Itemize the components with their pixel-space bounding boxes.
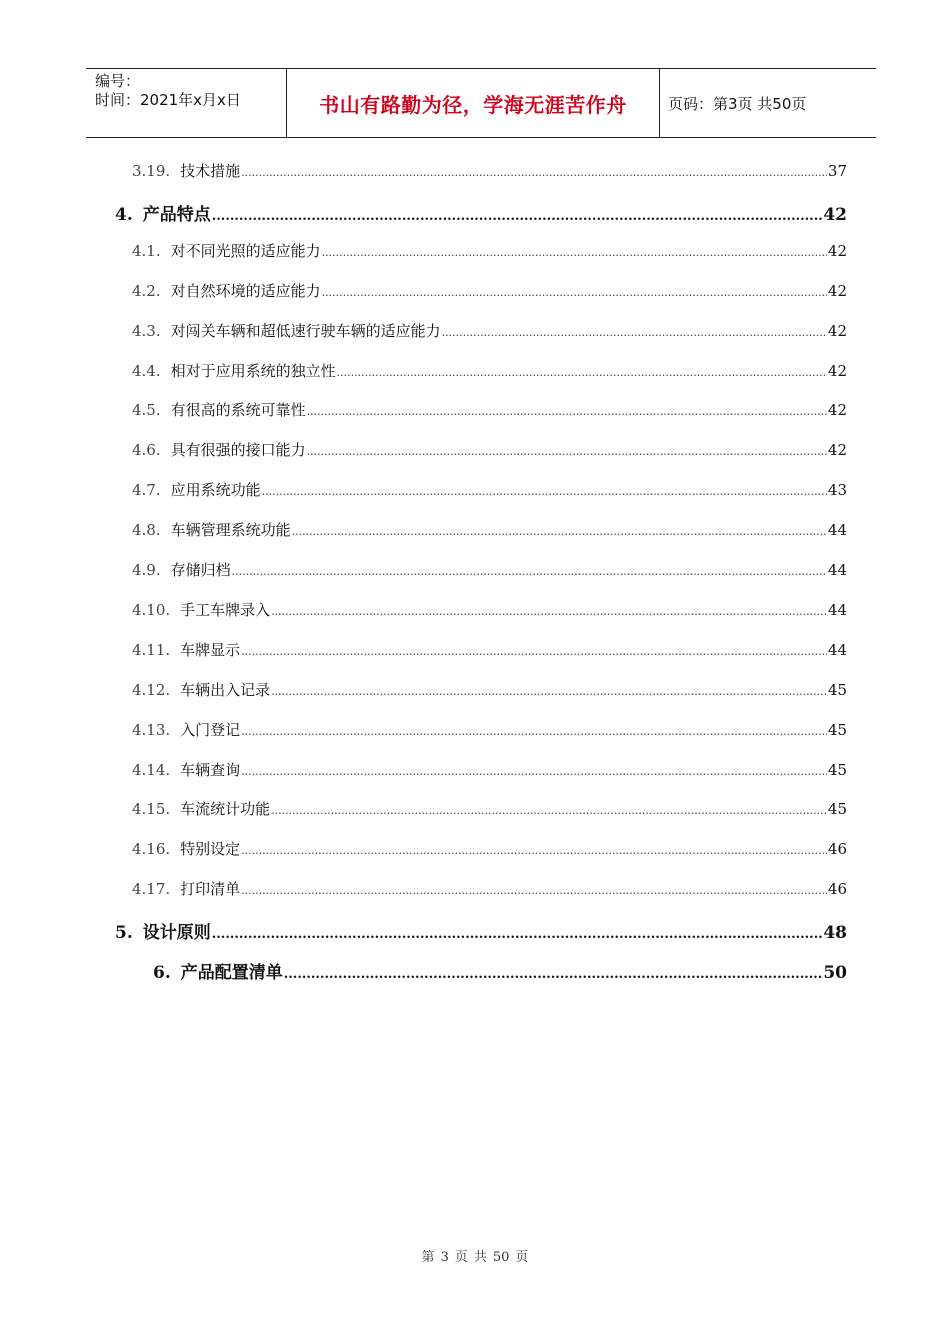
toc-entry-line — [132, 719, 847, 740]
footer-page-current: 3 — [440, 1250, 449, 1265]
toc-entry-page: 45 — [827, 760, 847, 779]
toc-entry[interactable] — [0, 918, 950, 942]
toc-entry-number: 4.7. — [132, 481, 161, 500]
toc-leader-dots — [271, 685, 827, 698]
toc-entry-title: 具有很强的接口能力 — [170, 441, 306, 460]
toc-entry-page: 42 — [827, 361, 847, 380]
toc-entry-line — [132, 599, 847, 620]
toc-entry-title: 打印清单 — [180, 880, 241, 899]
toc-leader-dots — [271, 804, 827, 817]
toc-entry-title: 车辆管理系统功能 — [170, 521, 291, 540]
toc-entry-page: 44 — [827, 561, 847, 579]
toc-entry-line — [132, 878, 847, 899]
toc-entry[interactable] — [0, 360, 950, 384]
toc-leader-dots — [241, 844, 827, 857]
page-footer — [0, 1246, 950, 1265]
toc-leader-dots — [262, 485, 827, 498]
toc-entry-page: 46 — [827, 840, 847, 859]
toc-entry-number: 4.13. — [132, 720, 171, 739]
toc-entry-line — [132, 240, 847, 261]
toc-entry-line — [132, 519, 847, 540]
toc-entry-page: 44 — [827, 521, 847, 540]
toc-entry[interactable] — [0, 878, 950, 902]
toc-entry-line — [132, 798, 847, 819]
toc-entry-title: 对闯关车辆和超低速行驶车辆的适应能力 — [170, 321, 441, 340]
toc-entry-page: 46 — [827, 880, 847, 899]
toc-entry-number: 4.10. — [132, 600, 171, 619]
footer-page-total-prefix: 共 — [473, 1250, 487, 1265]
toc-entry-title: 存储归档 — [170, 561, 231, 579]
toc-entry-title: 设计原则 — [142, 923, 211, 944]
toc-entry-title: 手工车牌录入 — [180, 600, 271, 619]
toc-entry-number: 3.19. — [132, 162, 171, 180]
toc-entry-number: 4.6. — [132, 441, 161, 460]
footer-page-mid: 页 — [454, 1250, 468, 1265]
header-meta — [86, 69, 287, 137]
toc-leader-dots — [241, 725, 827, 738]
toc-entry-title: 产品配置清单 — [180, 963, 283, 983]
toc-entry-number: 4.9. — [132, 561, 161, 579]
toc-entry-title: 产品特点 — [142, 204, 211, 225]
header-page-info: 页码：第3页 共50页 — [668, 94, 807, 113]
toc-entry[interactable] — [0, 240, 950, 264]
header-time-label: 时间：2021年x月x日 — [95, 91, 241, 109]
toc-entry-number: 4.17. — [132, 880, 171, 899]
toc-leader-dots — [212, 927, 823, 942]
toc-entry[interactable] — [0, 679, 950, 703]
toc-entry-number: 4.15. — [132, 800, 171, 819]
toc-entry-line — [153, 958, 847, 983]
toc-entry-page: 43 — [827, 481, 847, 500]
toc-entry-number: 4. — [115, 204, 133, 225]
toc-entry-number: 6. — [153, 963, 171, 983]
toc-entry-page: 42 — [823, 204, 847, 225]
toc-entry-line — [132, 160, 847, 181]
toc-entry-number: 4.3. — [132, 321, 161, 340]
toc-entry-page: 45 — [827, 720, 847, 739]
toc-leader-dots — [232, 565, 827, 578]
toc-entry-page: 45 — [827, 800, 847, 819]
toc-leader-dots — [241, 884, 827, 897]
toc-leader-dots — [307, 405, 827, 418]
toc-entry-line — [132, 320, 847, 341]
toc-entry-title: 应用系统功能 — [170, 481, 261, 500]
toc-entry-page: 45 — [827, 680, 847, 699]
toc-entry-number: 4.1. — [132, 241, 161, 260]
toc-entry-line — [132, 280, 847, 301]
toc-entry-line — [132, 679, 847, 700]
toc-entry-number: 4.8. — [132, 521, 161, 540]
toc-entry-line — [132, 360, 847, 381]
toc-entry-page: 42 — [827, 241, 847, 260]
toc-entry-page: 42 — [827, 441, 847, 460]
toc-entry-number: 5. — [115, 923, 133, 944]
toc-leader-dots — [292, 525, 827, 538]
toc-entry-line — [132, 439, 847, 460]
toc-entry-number: 4.14. — [132, 760, 171, 779]
toc-entry-page: 42 — [827, 321, 847, 340]
toc-entry-title: 入门登记 — [180, 720, 241, 739]
toc-entry-title: 车辆查询 — [180, 760, 241, 779]
toc-entry[interactable] — [0, 599, 950, 623]
footer-page-prefix: 第 — [421, 1250, 435, 1265]
toc-entry[interactable] — [0, 399, 950, 423]
toc-leader-dots — [322, 246, 827, 259]
header-number-label: 编号： — [95, 72, 141, 90]
toc-leader-dots — [241, 645, 827, 658]
toc-entry[interactable] — [0, 519, 950, 543]
toc-entry[interactable] — [0, 439, 950, 463]
toc-entry-title: 有很高的系统可靠性 — [170, 401, 306, 420]
toc-entry-number: 4.2. — [132, 281, 161, 300]
toc-entry-number: 4.5. — [132, 401, 161, 420]
toc-entry-title: 车牌显示 — [180, 640, 241, 659]
toc-entry-page: 42 — [827, 281, 847, 300]
footer-page-suffix: 页 — [515, 1250, 529, 1265]
toc-entry-page: 44 — [827, 600, 847, 619]
toc-entry-title: 相对于应用系统的独立性 — [170, 361, 336, 380]
page-header — [86, 68, 876, 138]
toc-entry[interactable] — [0, 838, 950, 862]
toc-leader-dots — [322, 286, 827, 299]
toc-entry-line — [132, 479, 847, 500]
toc-entry-number: 4.16. — [132, 840, 171, 859]
toc-entry[interactable] — [0, 798, 950, 822]
toc-leader-dots — [241, 166, 827, 179]
toc-entry-line — [132, 559, 847, 580]
toc-entry-title: 车辆出入记录 — [180, 680, 271, 699]
toc-entry-line — [132, 399, 847, 420]
toc-entry-title: 特别设定 — [180, 840, 241, 859]
toc-leader-dots — [241, 765, 827, 778]
toc-entry-line — [115, 200, 847, 225]
toc-entry-line — [132, 639, 847, 660]
toc-entry-page: 37 — [827, 162, 847, 180]
toc-leader-dots — [442, 326, 827, 339]
toc-leader-dots — [307, 445, 827, 458]
toc-entry-page: 48 — [823, 923, 847, 944]
toc-entry-title: 车流统计功能 — [180, 800, 271, 819]
toc-entry-number: 4.12. — [132, 680, 171, 699]
toc-entry[interactable] — [0, 719, 950, 743]
toc-entry-line — [132, 759, 847, 780]
toc-entry[interactable] — [0, 320, 950, 344]
toc-entry[interactable] — [0, 200, 950, 224]
toc-entry[interactable] — [0, 280, 950, 304]
toc-leader-dots — [337, 366, 827, 379]
toc-entry[interactable] — [0, 958, 950, 982]
toc-leader-dots — [284, 967, 823, 982]
header-slogan: 书山有路勤为径，学海无涯苦作舟 — [287, 69, 660, 137]
toc-entry-title: 对自然环境的适应能力 — [170, 281, 321, 300]
toc-entry-number: 4.4. — [132, 361, 161, 380]
toc-leader-dots — [212, 209, 823, 224]
toc-entry-line — [115, 918, 847, 943]
toc-leader-dots — [271, 605, 827, 618]
toc-entry[interactable] — [0, 479, 950, 503]
toc-entry-page: 50 — [823, 963, 847, 983]
toc-entry-page: 42 — [827, 401, 847, 420]
toc-entry-number: 4.11. — [132, 640, 171, 659]
toc-entry-page: 44 — [827, 640, 847, 659]
toc-entry[interactable] — [0, 759, 950, 783]
toc-entry[interactable] — [0, 639, 950, 663]
toc-entry-line — [132, 838, 847, 859]
toc-entry-title: 对不同光照的适应能力 — [170, 241, 321, 260]
footer-page-total: 50 — [492, 1250, 510, 1265]
toc-entry-title: 技术措施 — [180, 162, 241, 180]
toc-entry[interactable] — [0, 160, 950, 184]
toc-entry[interactable] — [0, 559, 950, 583]
